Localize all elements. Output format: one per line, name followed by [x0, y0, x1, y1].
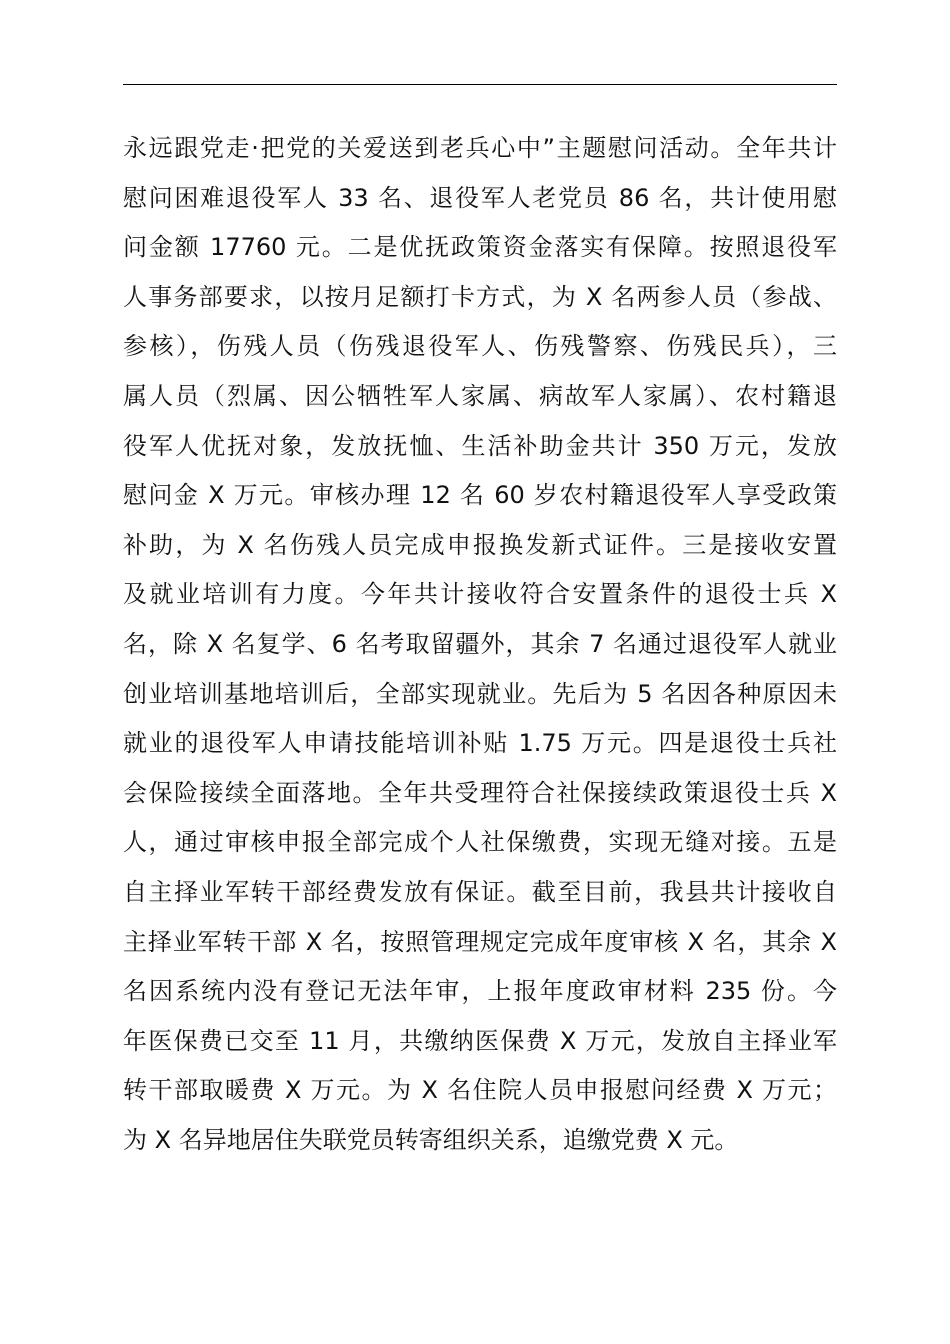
text-line-11: 名，除 X 名复学、6 名考取留疆外，其余 7 名通过退役军人就业: [123, 629, 837, 658]
text-line-15: 人，通过审核申报全部完成个人社保缴费，实现无缝对接。五是: [123, 828, 837, 857]
text-line-5: 参核），伤残人员（伤残退役军人、伤残警察、伤残民兵），三: [123, 332, 837, 361]
text-line-17: 主择业军转干部 X 名，按照管理规定完成年度审核 X 名，其余 X: [123, 927, 837, 956]
text-line-18: 名因系统内没有登记无法年审，上报年度政审材料 235 份。今: [123, 977, 837, 1006]
text-line-13: 就业的退役军人申请技能培训补贴 1.75 万元。四是退役士兵社: [123, 729, 837, 758]
text-line-21: 为 X 名异地居住失联党员转寄组织关系，追缴党费 X 元。: [123, 1125, 739, 1154]
text-line-19: 年医保费已交至 11 月，共缴纳医保费 X 万元，发放自主择业军: [123, 1026, 837, 1055]
text-line-12: 创业培训基地培训后，全部实现就业。先后为 5 名因各种原因未: [123, 679, 837, 708]
text-line-1: 永远跟党走·把党的关爱送到老兵心中”主题慰问活动。全年共计: [123, 134, 837, 162]
text-line-8: 慰问金 X 万元。审核办理 12 名 60 岁农村籍退役军人享受政策: [123, 481, 837, 510]
header-rule: [123, 84, 837, 85]
text-line-2: 慰问困难退役军人 33 名、退役军人老党员 86 名，共计使用慰: [123, 183, 837, 212]
text-line-16: 自主择业军转干部经费发放有保证。截至目前，我县共计接收自: [123, 877, 837, 906]
text-line-10: 及就业培训有力度。今年共计接收符合安置条件的退役士兵 X: [123, 580, 837, 609]
body-paragraph: [123, 124, 837, 1165]
text-line-3: 问金额 17760 元。二是优抚政策资金落实有保障。按照退役军: [123, 233, 837, 262]
text-line-20: 转干部取暖费 X 万元。为 X 名住院人员申报慰问经费 X 万元；: [123, 1076, 837, 1105]
text-line-6: 属人员（烈属、因公牺牲军人家属、病故军人家属）、农村籍退: [123, 381, 837, 410]
text-line-7: 役军人优抚对象，发放抚恤、生活补助金共计 350 万元，发放: [123, 431, 837, 460]
text-line-14: 会保险接续全面落地。全年共受理符合社保接续政策退役士兵 X: [123, 778, 837, 807]
text-line-9: 补助，为 X 名伤残人员完成申报换发新式证件。三是接收安置: [123, 530, 837, 559]
text-line-4: 人事务部要求，以按月足额打卡方式，为 X 名两参人员（参战、: [123, 282, 837, 311]
